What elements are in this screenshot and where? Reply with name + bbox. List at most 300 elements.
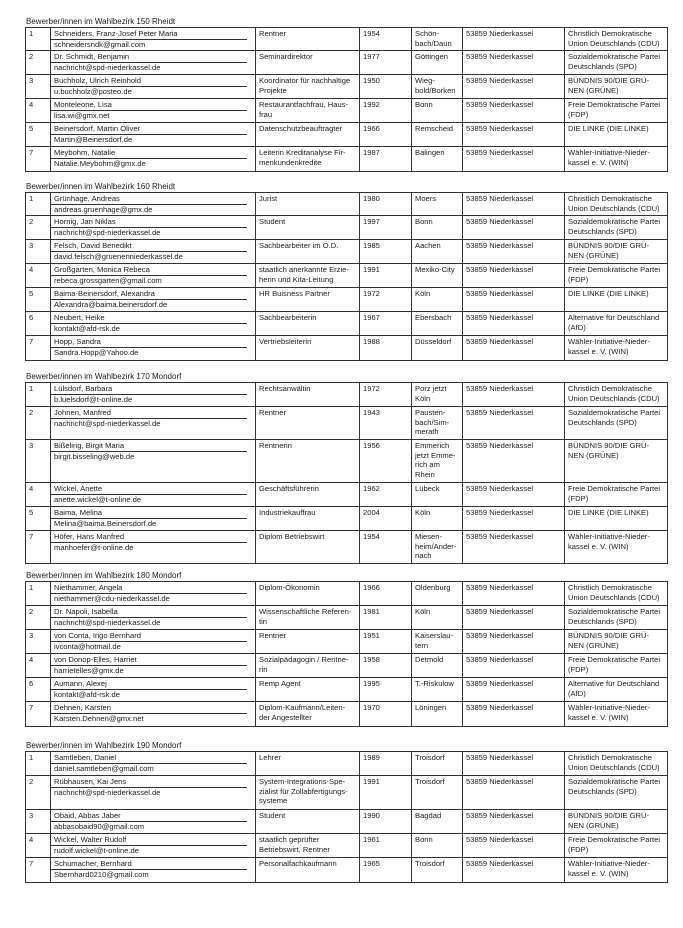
- table-row: [26, 630, 668, 654]
- table-row: [26, 507, 668, 531]
- residence: 53859 Niederkassel: [463, 858, 565, 883]
- candidate-email: Karsten.Dehnen@gmx.net: [54, 713, 144, 723]
- profession: Rentner: [256, 28, 360, 51]
- table-row: [26, 312, 668, 336]
- candidate-cell: [51, 407, 256, 440]
- residence: 53859 Niederkassel: [463, 75, 565, 99]
- party: Wähler-Initiative-Nieder- kassel e. V. (WIN): [565, 858, 668, 883]
- profession: HR Buisness Partner: [256, 288, 360, 312]
- district-title: Bewerber/innen im Wahlbezirk 180 Mondorf: [26, 571, 182, 580]
- residence: 53859 Niederkassel: [463, 123, 565, 147]
- residence: 53859 Niederkassel: [463, 264, 565, 288]
- table-row: [26, 606, 668, 630]
- candidate-name: Großgarten, Monica Rebeca: [51, 264, 247, 276]
- party: Wähler-Initiative-Nieder- kassel e. V. (WIN): [565, 531, 668, 564]
- candidate-name: Schneiders, Franz-Josef Peter Maria: [51, 28, 247, 40]
- candidate-email: rudolf.wickel@t-online.de: [54, 845, 139, 855]
- birthplace: Köln: [412, 606, 463, 630]
- residence: 53859 Niederkassel: [463, 834, 565, 858]
- table-row: [26, 147, 668, 172]
- birthplace: Schön- bach/Daun: [412, 28, 463, 51]
- birthplace: Aachen: [412, 240, 463, 264]
- table-row: [26, 752, 668, 776]
- candidate-cell: [51, 123, 256, 147]
- residence: 53859 Niederkassel: [463, 216, 565, 240]
- birth-year: 1989: [360, 752, 412, 776]
- candidate-name: Wickel, Anette: [51, 483, 247, 495]
- profession: Student: [256, 810, 360, 834]
- profession: Rentner: [256, 630, 360, 654]
- profession: Rentnerin: [256, 440, 360, 483]
- candidate-cell: [51, 630, 256, 654]
- profession: Remp Agent: [256, 678, 360, 702]
- candidate-name: Neubert, Heike: [51, 312, 247, 324]
- candidate-cell: [51, 264, 256, 288]
- party: Sozialdemokratische Partei Deutschlands (SPD): [565, 216, 668, 240]
- birthplace: Moers: [412, 193, 463, 216]
- birthplace: Köln: [412, 288, 463, 312]
- party: BÜNDNIS 90/DIE GRÜ- NEN (GRÜNE): [565, 810, 668, 834]
- table-row: [26, 216, 668, 240]
- list-position: 6: [26, 678, 51, 702]
- table-row: [26, 702, 668, 727]
- birthplace: Balingen: [412, 147, 463, 172]
- list-position: 2: [26, 407, 51, 440]
- candidate-cell: [51, 336, 256, 361]
- party: Christlich Demokratische Union Deutschlands (CDU): [565, 383, 668, 407]
- table-row: [26, 776, 668, 810]
- birth-year: 1988: [360, 336, 412, 361]
- candidate-email: kontakt@afd-rsk.de: [54, 323, 120, 333]
- birthplace: Düsseldorf: [412, 336, 463, 361]
- candidate-cell: [51, 678, 256, 702]
- party: Christlich Demokratische Union Deutschlands (CDU): [565, 752, 668, 776]
- candidate-name: Baima-Beinersdorf, Alexandra: [51, 288, 247, 300]
- list-position: 3: [26, 810, 51, 834]
- profession: Rechtsanwältin: [256, 383, 360, 407]
- residence: 53859 Niederkassel: [463, 531, 565, 564]
- list-position: 6: [26, 312, 51, 336]
- district-title: Bewerber/innen im Wahlbezirk 150 Rheidt: [26, 17, 176, 26]
- candidate-cell: [51, 193, 256, 216]
- candidate-name: Niethammer, Angela: [51, 582, 247, 594]
- list-position: 7: [26, 531, 51, 564]
- candidate-name: Wickel, Walter Rudolf: [51, 834, 247, 846]
- list-position: 4: [26, 834, 51, 858]
- residence: 53859 Niederkassel: [463, 407, 565, 440]
- candidate-name: Baima, Melina: [51, 507, 247, 519]
- birth-year: 1987: [360, 147, 412, 172]
- birthplace: Troisdorf: [412, 858, 463, 883]
- birth-year: 1992: [360, 99, 412, 123]
- candidate-email: nachricht@spd-niederkassel.de: [54, 62, 161, 72]
- residence: 53859 Niederkassel: [463, 606, 565, 630]
- party: DIE LINKE (DIE LINKE): [565, 288, 668, 312]
- residence: 53859 Niederkassel: [463, 752, 565, 776]
- birthplace: Löningen: [412, 702, 463, 727]
- profession: Personalfachkaufmann: [256, 858, 360, 883]
- birthplace: Kaiserslau- tern: [412, 630, 463, 654]
- party: Freie Demokratische Partei (FDP): [565, 483, 668, 507]
- candidate-cell: [51, 858, 256, 883]
- party: DIE LINKE (DIE LINKE): [565, 123, 668, 147]
- candidate-email: u.buchholz@posteo.de: [54, 86, 132, 96]
- list-position: 4: [26, 264, 51, 288]
- table-row: [26, 483, 668, 507]
- list-position: 7: [26, 702, 51, 727]
- profession: staatlich geprüfter Betriebswirt, Rentner: [256, 834, 360, 858]
- candidate-name: Dr. Schmidt, Benjamin: [51, 51, 247, 63]
- party: Sozialdemokratische Partei Deutschlands (SPD): [565, 51, 668, 75]
- party: BÜNDNIS 90/DIE GRÜ- NEN (GRÜNE): [565, 75, 668, 99]
- candidate-name: von Donop-Elles, Harriet: [51, 654, 247, 666]
- birthplace: Emmerich jetzt Emme- rich am Rhein: [412, 440, 463, 483]
- table-row: [26, 678, 668, 702]
- list-position: 1: [26, 383, 51, 407]
- table-row: [26, 654, 668, 678]
- table-row: [26, 582, 668, 606]
- residence: 53859 Niederkassel: [463, 147, 565, 172]
- candidate-email: kontakt@afd-rsk.de: [54, 689, 120, 699]
- district-title: Bewerber/innen im Wahlbezirk 160 Rheidt: [26, 182, 176, 191]
- candidate-name: Samtleben, Daniel: [51, 752, 247, 764]
- birth-year: 1954: [360, 531, 412, 564]
- candidate-name: Buchholz, Ulrich Reinhold: [51, 75, 247, 87]
- candidate-name: Felsch, David Benedikt: [51, 240, 247, 252]
- list-position: 7: [26, 858, 51, 883]
- candidate-email: Sbernhard0210@gmail.com: [54, 869, 149, 879]
- candidate-name: Aumann, Alexej: [51, 678, 247, 690]
- candidate-email: birgit.bisseling@web.de: [54, 451, 135, 461]
- residence: 53859 Niederkassel: [463, 383, 565, 407]
- profession: Jurist: [256, 193, 360, 216]
- profession: Diplom-Kaufmann/Leiten- der Angestellter: [256, 702, 360, 727]
- district-section: [25, 741, 668, 883]
- residence: 53859 Niederkassel: [463, 582, 565, 606]
- profession: Wissenschaftliche Referen- tin: [256, 606, 360, 630]
- party: Christlich Demokratische Union Deutschlands (CDU): [565, 28, 668, 51]
- birth-year: 2004: [360, 507, 412, 531]
- list-position: 3: [26, 240, 51, 264]
- profession: Restaurantfachfrau, Haus- frau: [256, 99, 360, 123]
- table-row: [26, 383, 668, 407]
- candidate-email: nachricht@spd-niederkassel.de: [54, 418, 161, 428]
- candidate-cell: [51, 288, 256, 312]
- district-section: [25, 17, 668, 172]
- candidate-cell: [51, 654, 256, 678]
- candidate-email: daniel.samtleben@gmail.com: [54, 763, 154, 773]
- profession: Sozialpädagogin / Rentne- rin: [256, 654, 360, 678]
- candidate-email: manhoefer@t-online.de: [54, 542, 134, 552]
- residence: 53859 Niederkassel: [463, 678, 565, 702]
- birth-year: 1956: [360, 440, 412, 483]
- candidate-name: Dehnen, Karsten: [51, 702, 247, 714]
- birth-year: 1991: [360, 264, 412, 288]
- list-position: 2: [26, 51, 51, 75]
- candidate-email: david.felsch@gruenenniederkassel.de: [54, 251, 183, 261]
- candidate-email: niethammer@cdu-niederkassel.de: [54, 593, 170, 603]
- candidate-name: Dr. Napoli, Isabella: [51, 606, 247, 618]
- residence: 53859 Niederkassel: [463, 702, 565, 727]
- candidates-table: [25, 382, 668, 564]
- table-row: [26, 99, 668, 123]
- candidate-cell: [51, 99, 256, 123]
- birthplace: Mexiko-City: [412, 264, 463, 288]
- candidates-table: [25, 581, 668, 727]
- birth-year: 1950: [360, 75, 412, 99]
- list-position: 5: [26, 123, 51, 147]
- candidate-name: von Conta, Ingo Bernhard: [51, 630, 247, 642]
- profession: Seminardirektor: [256, 51, 360, 75]
- table-row: [26, 858, 668, 883]
- candidate-cell: [51, 776, 256, 810]
- candidate-email: Melina@baima.Beinersdorf.de: [54, 518, 157, 528]
- birth-year: 1980: [360, 193, 412, 216]
- party: Wähler-Initiative-Nieder- kassel e. V. (WIN): [565, 702, 668, 727]
- table-row: [26, 75, 668, 99]
- profession: Rentner: [256, 407, 360, 440]
- residence: 53859 Niederkassel: [463, 99, 565, 123]
- residence: 53859 Niederkassel: [463, 440, 565, 483]
- candidate-email: rebeca.grossgarten@gmail.com: [54, 275, 162, 285]
- birthplace: Remscheid: [412, 123, 463, 147]
- list-position: 4: [26, 483, 51, 507]
- candidate-name: Hornig, Jan Niklas: [51, 216, 247, 228]
- party: Wähler-Initiative-Nieder- kassel e. V. (WIN): [565, 336, 668, 361]
- residence: 53859 Niederkassel: [463, 654, 565, 678]
- list-position: 1: [26, 193, 51, 216]
- birth-year: 1995: [360, 678, 412, 702]
- list-position: 5: [26, 507, 51, 531]
- candidate-cell: [51, 51, 256, 75]
- candidate-name: Meybohm, Natalie: [51, 147, 247, 159]
- list-position: 5: [26, 288, 51, 312]
- birthplace: Troisdorf: [412, 776, 463, 810]
- table-row: [26, 123, 668, 147]
- birth-year: 1966: [360, 582, 412, 606]
- candidate-cell: [51, 834, 256, 858]
- birthplace: Lübeck: [412, 483, 463, 507]
- candidate-name: Beinersdorf, Martin Oliver: [51, 123, 247, 135]
- birth-year: 1972: [360, 383, 412, 407]
- candidate-cell: [51, 752, 256, 776]
- profession: Industriekauffrau: [256, 507, 360, 531]
- district-section: [25, 571, 668, 727]
- list-position: 7: [26, 147, 51, 172]
- candidate-cell: [51, 312, 256, 336]
- table-row: [26, 28, 668, 51]
- district-title: Bewerber/innen im Wahlbezirk 170 Mondorf: [26, 372, 182, 381]
- table-row: [26, 240, 668, 264]
- candidate-email: lisa.wi@gmx.net: [54, 110, 110, 120]
- birth-year: 1962: [360, 483, 412, 507]
- candidates-table: [25, 751, 668, 883]
- party: Freie Demokratische Partei (FDP): [565, 654, 668, 678]
- party: Sozialdemokratische Partei Deutschlands (SPD): [565, 606, 668, 630]
- table-row: [26, 193, 668, 216]
- profession: Vertriebsleiterin: [256, 336, 360, 361]
- candidate-cell: [51, 240, 256, 264]
- party: Freie Demokratische Partei (FDP): [565, 99, 668, 123]
- profession: System-Integrations-Spe- zialist für Zollabfertigungs- systeme: [256, 776, 360, 810]
- residence: 53859 Niederkassel: [463, 630, 565, 654]
- residence: 53859 Niederkassel: [463, 51, 565, 75]
- residence: 53859 Niederkassel: [463, 28, 565, 51]
- profession: Sachbearbeiter im Ö.D.: [256, 240, 360, 264]
- residence: 53859 Niederkassel: [463, 776, 565, 810]
- birthplace: Ebersbach: [412, 312, 463, 336]
- birthplace: Bonn: [412, 216, 463, 240]
- candidate-cell: [51, 383, 256, 407]
- birth-year: 1954: [360, 28, 412, 51]
- birthplace: Bagdad: [412, 810, 463, 834]
- candidate-name: Obaid, Abbas Jaber: [51, 810, 247, 822]
- party: Freie Demokratische Partei (FDP): [565, 834, 668, 858]
- candidate-name: Höfer, Hans Manfred: [51, 531, 247, 543]
- candidate-cell: [51, 582, 256, 606]
- birth-year: 1966: [360, 123, 412, 147]
- district-section: [25, 372, 668, 564]
- candidate-name: Hopp, Sandra: [51, 336, 247, 348]
- candidate-email: b.luelsdorf@t-online.de: [54, 394, 133, 404]
- table-row: [26, 288, 668, 312]
- candidate-email: nachricht@spd-niederkassel.de: [54, 227, 161, 237]
- birthplace: T.-Riskulow: [412, 678, 463, 702]
- residence: 53859 Niederkassel: [463, 193, 565, 216]
- residence: 53859 Niederkassel: [463, 483, 565, 507]
- table-row: [26, 407, 668, 440]
- list-position: 2: [26, 606, 51, 630]
- party: Freie Demokratische Partei (FDP): [565, 264, 668, 288]
- birth-year: 1977: [360, 51, 412, 75]
- profession: Lehrer: [256, 752, 360, 776]
- candidate-cell: [51, 216, 256, 240]
- residence: 53859 Niederkassel: [463, 507, 565, 531]
- list-position: 1: [26, 752, 51, 776]
- candidate-email: ivconta@hotmail.de: [54, 641, 121, 651]
- profession: Diplom Betriebswirt: [256, 531, 360, 564]
- candidate-cell: [51, 75, 256, 99]
- party: BÜNDNIS 90/DIE GRÜ- NEN (GRÜNE): [565, 240, 668, 264]
- table-row: [26, 834, 668, 858]
- table-row: [26, 336, 668, 361]
- party: Sozialdemokratische Partei Deutschlands (SPD): [565, 776, 668, 810]
- candidate-name: Bißeling, Birgit Maria: [51, 440, 247, 452]
- candidate-name: Lülsdorf, Barbara: [51, 383, 247, 395]
- profession: Koordinator für nachhaltige Projekte: [256, 75, 360, 99]
- candidate-cell: [51, 28, 256, 51]
- birthplace: Köln: [412, 507, 463, 531]
- residence: 53859 Niederkassel: [463, 336, 565, 361]
- candidates-table: [25, 192, 668, 361]
- table-row: [26, 810, 668, 834]
- candidate-cell: [51, 531, 256, 564]
- birth-year: 1981: [360, 606, 412, 630]
- profession: Leiterin Kreditanalyse Fir- menkundenkredite: [256, 147, 360, 172]
- list-position: 3: [26, 440, 51, 483]
- profession: Sachbearbeiterin: [256, 312, 360, 336]
- list-position: 1: [26, 28, 51, 51]
- birth-year: 1991: [360, 776, 412, 810]
- birthplace: Troisdorf: [412, 752, 463, 776]
- party: Wähler-Initiative-Nieder- kassel e. V. (WIN): [565, 147, 668, 172]
- birthplace: Bonn: [412, 834, 463, 858]
- table-row: [26, 51, 668, 75]
- list-position: 1: [26, 582, 51, 606]
- candidate-email: harrietelles@gmx.de: [54, 665, 124, 675]
- list-position: 2: [26, 216, 51, 240]
- table-row: [26, 264, 668, 288]
- birthplace: Wieg- bold/Borken: [412, 75, 463, 99]
- candidate-cell: [51, 507, 256, 531]
- candidate-name: Rübhausen, Kai Jens: [51, 776, 247, 788]
- birth-year: 1943: [360, 407, 412, 440]
- list-position: 4: [26, 99, 51, 123]
- candidate-email: nachricht@spd-niederkassel.de: [54, 787, 161, 797]
- party: Sozialdemokratische Partei Deutschlands (SPD): [565, 407, 668, 440]
- birth-year: 1961: [360, 834, 412, 858]
- profession: Student: [256, 216, 360, 240]
- list-position: 7: [26, 336, 51, 361]
- birth-year: 1990: [360, 810, 412, 834]
- candidate-cell: [51, 702, 256, 727]
- district-title: Bewerber/innen im Wahlbezirk 190 Mondorf: [26, 741, 182, 750]
- birth-year: 1970: [360, 702, 412, 727]
- party: BÜNDNIS 90/DIE GRÜ- NEN (GRÜNE): [565, 440, 668, 483]
- candidate-cell: [51, 483, 256, 507]
- candidate-email: Martin@Beinersdorf.de: [54, 134, 133, 144]
- district-section: [25, 182, 668, 361]
- candidate-name: Johnen, Manfred: [51, 407, 247, 419]
- birthplace: Porz jetzt Köln: [412, 383, 463, 407]
- candidates-table: [25, 27, 668, 172]
- table-row: [26, 531, 668, 564]
- candidate-email: anette.wickel@t-online.de: [54, 494, 142, 504]
- candidate-email: andreas.gruenhage@gmx.de: [54, 204, 153, 214]
- birth-year: 1967: [360, 312, 412, 336]
- candidate-cell: [51, 606, 256, 630]
- birthplace: Pausten- bach/Sim- merath: [412, 407, 463, 440]
- birthplace: Detmold: [412, 654, 463, 678]
- profession: Diplom-Ökonomin: [256, 582, 360, 606]
- candidate-email: schneidersndk@gmail.com: [54, 39, 146, 49]
- profession: Datenschutzbeauftragter: [256, 123, 360, 147]
- birth-year: 1997: [360, 216, 412, 240]
- party: Alternative für Deutschland (AfD): [565, 312, 668, 336]
- table-row: [26, 440, 668, 483]
- party: Christlich Demokratische Union Deutschlands (CDU): [565, 193, 668, 216]
- list-position: 2: [26, 776, 51, 810]
- birth-year: 1985: [360, 240, 412, 264]
- candidate-cell: [51, 440, 256, 483]
- list-position: 3: [26, 75, 51, 99]
- party: BÜNDNIS 90/DIE GRÜ- NEN (GRÜNE): [565, 630, 668, 654]
- residence: 53859 Niederkassel: [463, 810, 565, 834]
- birth-year: 1958: [360, 654, 412, 678]
- residence: 53859 Niederkassel: [463, 312, 565, 336]
- candidate-cell: [51, 147, 256, 172]
- list-position: 4: [26, 654, 51, 678]
- birth-year: 1951: [360, 630, 412, 654]
- list-position: 3: [26, 630, 51, 654]
- residence: 53859 Niederkassel: [463, 240, 565, 264]
- candidate-email: abbasobaid90@gmail.com: [54, 821, 145, 831]
- residence: 53859 Niederkassel: [463, 288, 565, 312]
- birthplace: Miesen- heim/Ander- nach: [412, 531, 463, 564]
- candidate-email: Sandra.Hopp@Yahoo.de: [54, 347, 139, 357]
- candidate-email: Alexandra@baima.beinersdorf.de: [54, 299, 168, 309]
- candidate-email: Natalie.Meybohm@gmx.de: [54, 158, 146, 168]
